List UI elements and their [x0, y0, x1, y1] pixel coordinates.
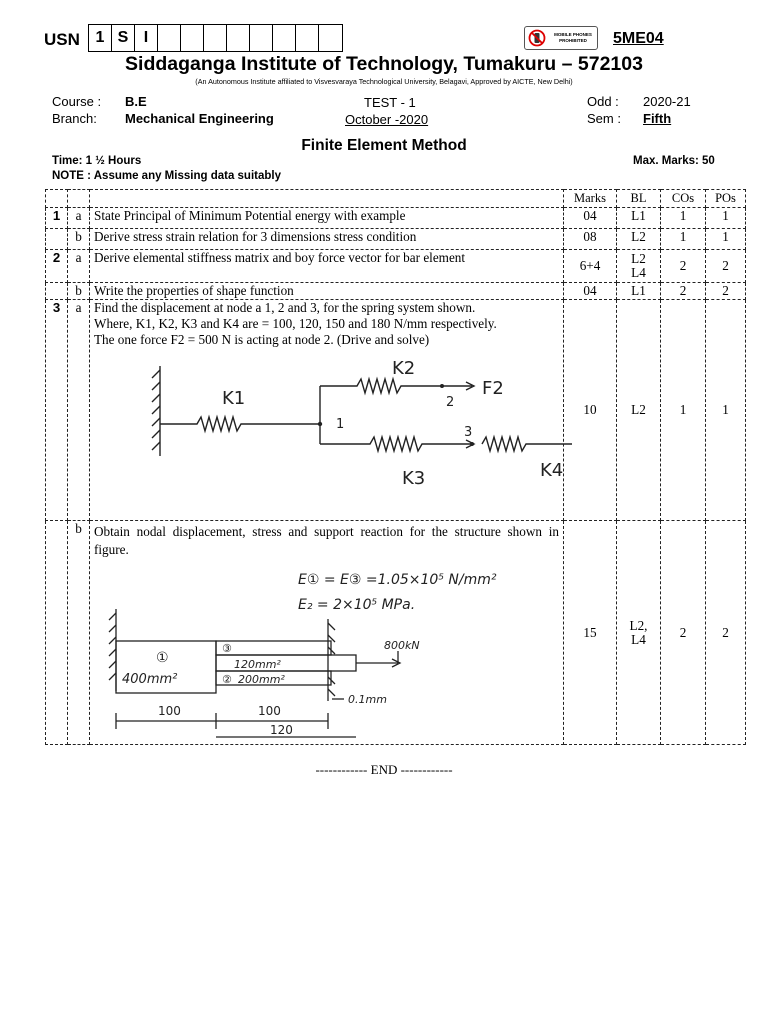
question-number: 1: [46, 208, 68, 229]
po-cell: 2: [706, 250, 746, 283]
area-3-label: 120mm²: [234, 658, 281, 671]
odd-label: Odd :: [587, 94, 619, 109]
co-cell: 2: [661, 521, 706, 745]
header-marks: Marks: [564, 190, 617, 208]
institute-name: Siddaganga Institute of Technology, Tumakuru – 572103: [125, 53, 643, 75]
header-pos: POs: [706, 190, 746, 208]
table-row: [46, 229, 746, 250]
table-row: [46, 250, 746, 283]
usn-cell: [319, 25, 342, 51]
question-number: [46, 229, 68, 250]
usn-cell: [181, 25, 204, 51]
header-cell: [46, 190, 68, 208]
institute-subtitle: (An Autonomous Institute affiliated to Visvesvaraya Technological University, Belagavi, Approved by AICTE, New Delhi): [195, 77, 573, 86]
e2-label: E₂ = 2×10⁵ MPa.: [298, 597, 416, 613]
subject-title: Finite Element Method: [301, 137, 467, 154]
k1-label: K1: [222, 388, 246, 409]
bl-cell: L2: [617, 229, 661, 250]
po-cell: 1: [706, 229, 746, 250]
marks-cell: 04: [564, 283, 617, 300]
po-cell: 2: [706, 521, 746, 745]
po-cell: 2: [706, 283, 746, 300]
paper-code: 5ME04: [613, 30, 664, 47]
question-text-with-figure: [90, 521, 564, 745]
question-text: State Principal of Minimum Potential energy with example: [90, 208, 564, 229]
table-header-row: [46, 190, 746, 208]
usn-boxes: [88, 24, 343, 52]
e13-label: E① = E③ =1.05×10⁵ N/mm²: [298, 572, 497, 588]
bl-cell: L1: [617, 283, 661, 300]
dim-2-label: 100: [258, 704, 281, 718]
question-part: b: [68, 283, 90, 300]
load-label: 800kN: [384, 639, 420, 652]
k3-label: K3: [402, 468, 426, 489]
k4-label: K4: [540, 460, 564, 481]
gap-label: 0.1mm: [348, 693, 387, 706]
dim-3-label: 120: [270, 723, 293, 737]
co-cell: 2: [661, 283, 706, 300]
bar-1-circle-label: ①: [156, 650, 169, 666]
usn-cell: [204, 25, 227, 51]
mobile-phones-prohibited-badge: [524, 26, 598, 50]
sem-value: Fifth: [643, 111, 672, 126]
table-row: [46, 208, 746, 229]
marks-cell: 10: [564, 300, 617, 521]
bl-cell: L2: [617, 300, 661, 521]
header-bl: BL: [617, 190, 661, 208]
table-row: [46, 283, 746, 300]
header-cell: [68, 190, 90, 208]
usn-cell: [158, 25, 181, 51]
question-text-with-figure: [90, 300, 564, 521]
exam-note: NOTE : Assume any Missing data suitably: [52, 170, 281, 182]
end-marker: ------------ END ------------: [315, 762, 453, 777]
node-1-label: 1: [336, 417, 345, 432]
test-title: TEST - 1: [364, 95, 416, 110]
usn-cell: [250, 25, 273, 51]
question-text: Derive elemental stiffness matrix and boy force vector for bar element: [90, 250, 564, 283]
no-phone-icon: [528, 29, 546, 47]
branch-value: Mechanical Engineering: [125, 111, 274, 126]
f2-label: F2: [482, 378, 504, 399]
co-cell: 1: [661, 208, 706, 229]
question-part: a: [68, 208, 90, 229]
table-row: [46, 521, 746, 745]
marks-cell: 6+4: [564, 250, 617, 283]
question-line: Where, K1, K2, K3 and K4 are = 100, 120, 150 and 180 N/mm respectively.: [94, 316, 497, 331]
sem-label: Sem :: [587, 111, 621, 126]
question-text: Obtain nodal displacement, stress and support reaction for the structure shown in figure.: [94, 524, 559, 557]
question-part: b: [68, 521, 90, 745]
question-line: The one force F2 = 500 N is acting at node 2. (Drive and solve): [94, 332, 430, 347]
co-cell: 1: [661, 229, 706, 250]
bl-cell: L2, L4: [617, 521, 661, 745]
question-number: [46, 521, 68, 745]
odd-value: 2020-21: [643, 94, 691, 109]
branch-label: Branch:: [52, 111, 97, 126]
dim-1-label: 100: [158, 704, 181, 718]
marks-cell: 08: [564, 229, 617, 250]
bar-structure-figure: [98, 559, 538, 744]
usn-cell: I: [135, 25, 158, 51]
po-cell: 1: [706, 300, 746, 521]
spring-system-figure: [142, 356, 582, 506]
usn-cell: [296, 25, 319, 51]
question-number: 2: [46, 250, 68, 283]
co-cell: 1: [661, 300, 706, 521]
marks-cell: 15: [564, 521, 617, 745]
bar-2-circle-label: ②: [222, 673, 232, 686]
course-label: Course :: [52, 94, 102, 109]
question-part: b: [68, 229, 90, 250]
area-1-label: 400mm²: [122, 672, 178, 687]
question-number: 3: [46, 300, 68, 521]
node-3-label: 3: [464, 425, 473, 440]
usn-cell: 1: [89, 25, 112, 51]
bl-cell: L1: [617, 208, 661, 229]
area-2-label: 200mm²: [238, 673, 285, 686]
table-row: [46, 300, 746, 521]
usn-cell: [273, 25, 296, 51]
co-cell: 2: [661, 250, 706, 283]
question-line: Find the displacement at node a 1, 2 and 3, for the spring system shown.: [94, 300, 476, 315]
bar-3-circle-label: ③: [222, 642, 232, 655]
k2-label: K2: [392, 358, 416, 379]
header-cell: [90, 190, 564, 208]
po-cell: 1: [706, 208, 746, 229]
exam-time: Time: 1 ½ Hours: [52, 155, 142, 167]
usn-cell: S: [112, 25, 135, 51]
marks-cell: 04: [564, 208, 617, 229]
question-part: a: [68, 250, 90, 283]
test-month: October -2020: [345, 112, 429, 127]
node-2-label: 2: [446, 395, 455, 410]
bl-cell: L2 L4: [617, 250, 661, 283]
usn-label: USN: [44, 30, 80, 49]
phone-badge-text: MOBILE PHONES PROHIBITED: [554, 32, 592, 43]
course-value: B.E: [125, 94, 147, 109]
question-part: a: [68, 300, 90, 521]
max-marks: Max. Marks: 50: [633, 155, 715, 167]
header-cos: COs: [661, 190, 706, 208]
question-text: Derive stress strain relation for 3 dimensions stress condition: [90, 229, 564, 250]
usn-cell: [227, 25, 250, 51]
question-number: [46, 283, 68, 300]
question-text: Write the properties of shape function: [90, 283, 564, 300]
question-table: [45, 189, 746, 745]
